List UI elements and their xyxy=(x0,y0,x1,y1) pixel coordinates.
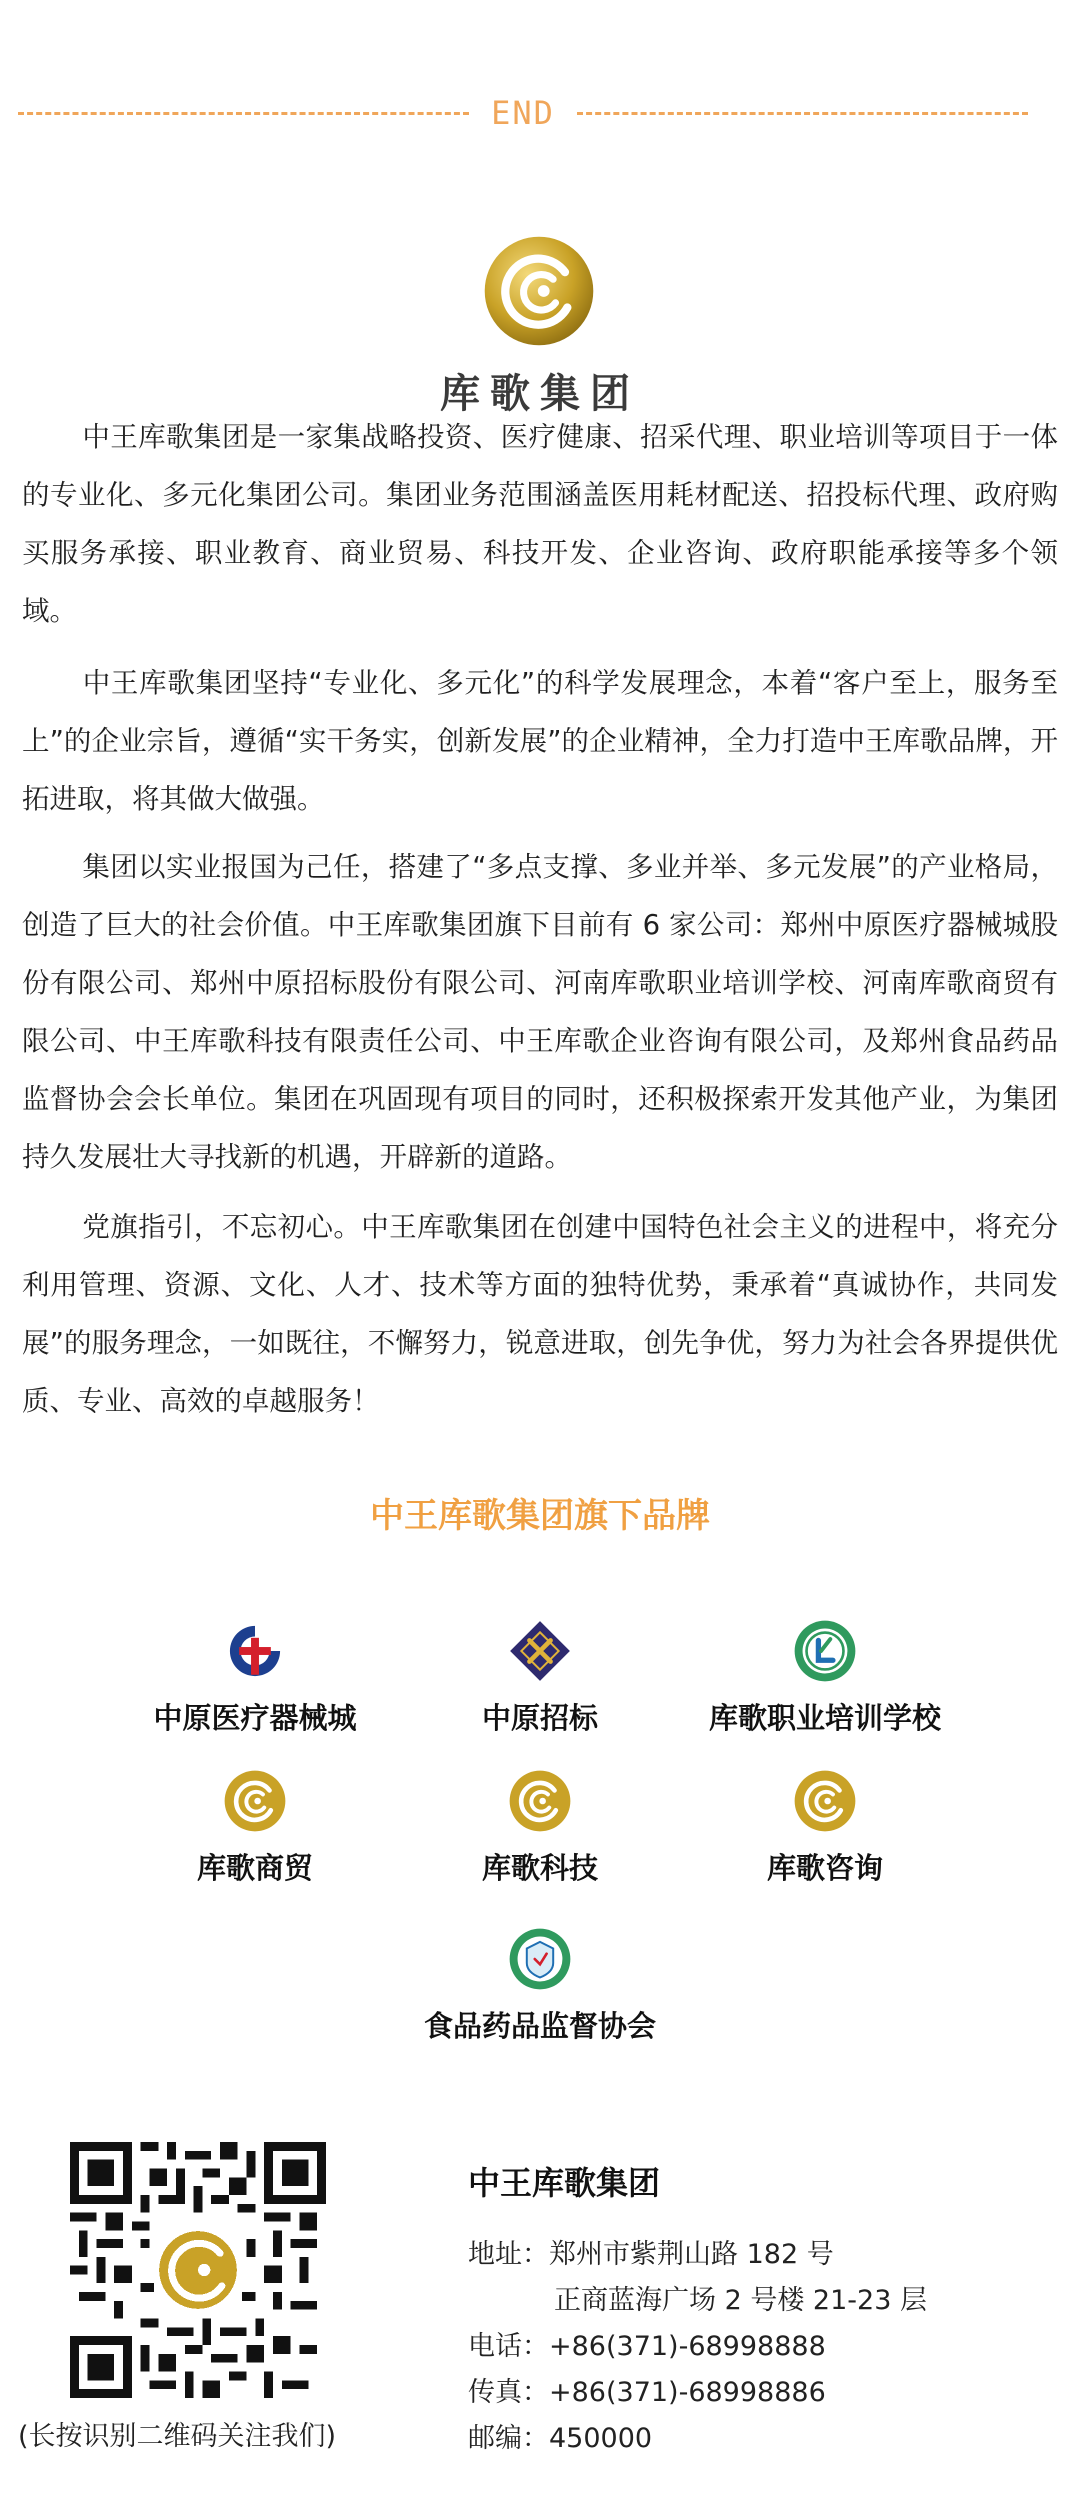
company-logo-wordmark: 库歌集团 xyxy=(440,370,640,417)
brand-technology: 库歌科技 xyxy=(390,1768,690,1887)
intro-paragraph-2: 中王库歌集团坚持“专业化、多元化”的科学发展理念，本着“客户至上，服务至上”的企业宗旨，遵循“实干务实，创新发展”的企业精神，全力打造中王库歌品牌，开拓进取，将其做大做强。 xyxy=(22,667,1058,815)
divider-line-left xyxy=(18,112,469,115)
phone-label: 电话： xyxy=(468,2331,549,2362)
tender-diamond-logo-icon xyxy=(507,1618,573,1684)
qr-caption: (长按识别二维码关注我们) xyxy=(18,2421,337,2452)
divider-line-right xyxy=(577,112,1028,115)
association-badge-logo-icon xyxy=(507,1926,573,1992)
fax-number: +86(371)-68998886 xyxy=(549,2377,826,2408)
fax-label: 传真： xyxy=(468,2377,549,2408)
kuge-swirl-logo-icon xyxy=(507,1768,573,1834)
brand-consulting: 库歌咨询 xyxy=(675,1768,975,1887)
end-label: END xyxy=(491,94,555,132)
kuge-group-logo-icon xyxy=(480,232,598,350)
brand-medical-city: 中原医疗器械城 xyxy=(105,1618,405,1737)
kuge-swirl-logo-icon xyxy=(792,1768,858,1834)
qr-code[interactable] xyxy=(70,2142,326,2398)
kuge-swirl-logo-icon xyxy=(222,1768,288,1834)
end-divider xyxy=(18,88,1028,138)
contact-address xyxy=(468,2232,834,2271)
phone-number[interactable]: +86(371)-68998888 xyxy=(549,2331,826,2362)
contact-fax xyxy=(468,2370,826,2409)
contact-company-name: 中王库歌集团 xyxy=(468,2164,661,2202)
address-line-2: 正商蓝海广场 2 号楼 21-23 层 xyxy=(554,2285,927,2316)
intro-paragraph-4: 党旗指引，不忘初心。中王库歌集团在创建中国特色社会主义的进程中，将充分利用管理、资源、文化、人才、技术等方面的独特优势，秉承着“真诚协作，共同发展”的服务理念，一如既往，不懈努力，锐意进取，创先争优，努力为社会各界提供优质、专业、高效的卓越服务！ xyxy=(22,1211,1058,1417)
brands-section-title: 中王库歌集团旗下品牌 xyxy=(370,1496,710,1536)
postcode-label: 邮编： xyxy=(468,2423,549,2454)
brand-tender: 中原招标 xyxy=(390,1618,690,1737)
intro-paragraph-1: 中王库歌集团是一家集战略投资、医疗健康、招采代理、职业培训等项目于一体的专业化、多元化集团公司。集团业务范围涵盖医用耗材配送、招投标代理、政府购买服务承接、职业教育、商业贸易、科技开发、企业咨询、政府职能承接等多个领域。 xyxy=(22,421,1058,627)
contact-phone xyxy=(468,2324,826,2363)
medical-city-logo-icon xyxy=(222,1618,288,1684)
intro-paragraph-3: 集团以实业报国为己任，搭建了“多点支撑、多业并举、多元发展”的产业格局，创造了巨大的社会价值。中王库歌集团旗下目前有 6 家公司：郑州中原医疗器械城股份有限公司、郑州中原招标股份有限公司、河南库歌职业培训学校、河南库歌商贸有限公司、中王库歌科技有限责任公司、中王库歌企业咨询有限公司，及郑州食品药品监督协会会长单位。集团在巩固现有项目的同时，还积极探索开发其他产业，为集团持久发展壮大寻找新的机遇，开辟新的道路。 xyxy=(22,851,1058,1173)
address-label: 地址： xyxy=(468,2239,549,2270)
brand-training-school: 库歌职业培训学校 xyxy=(675,1618,975,1737)
brand-food-drug-association: 食品药品监督协会 xyxy=(390,1926,690,2045)
brand-trade: 库歌商贸 xyxy=(105,1768,405,1887)
contact-postcode xyxy=(468,2416,652,2455)
school-badge-logo-icon xyxy=(792,1618,858,1684)
address-line-1: 郑州市紫荆山路 182 号 xyxy=(549,2239,834,2270)
postcode-value: 450000 xyxy=(549,2423,653,2454)
